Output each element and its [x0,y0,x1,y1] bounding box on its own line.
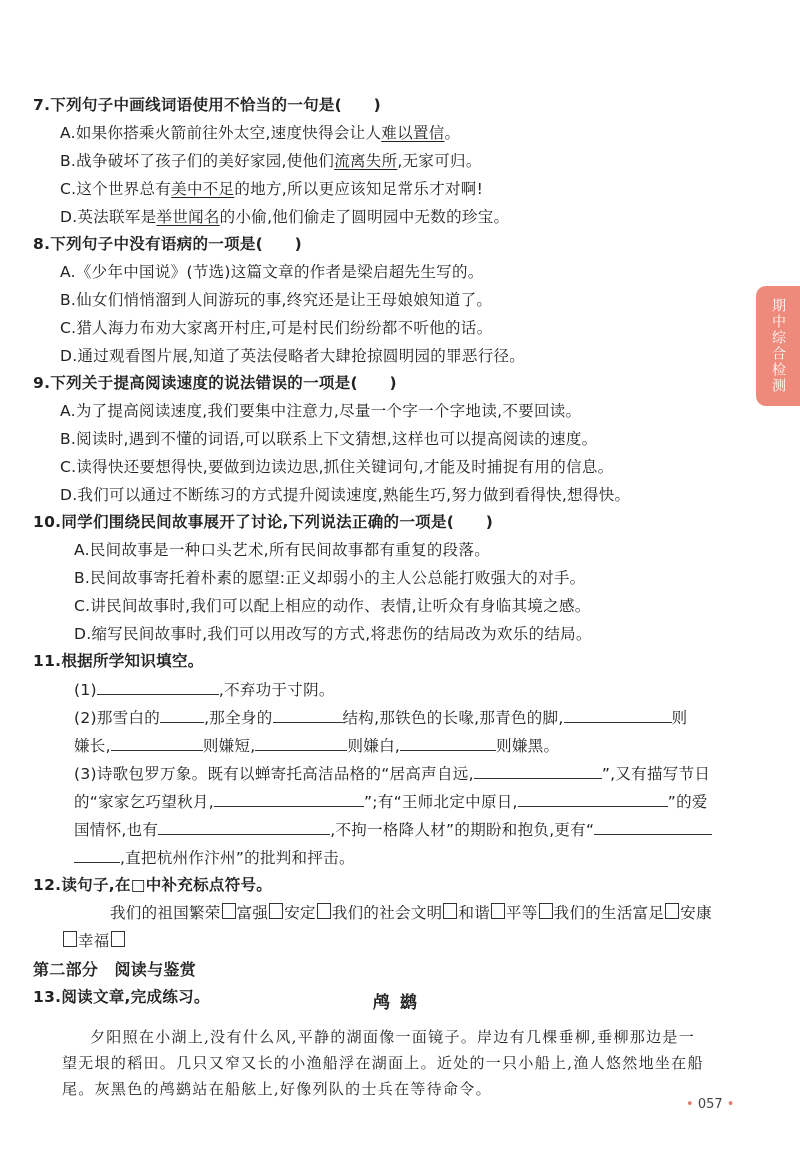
punctuation-box[interactable] [317,903,331,919]
fill-blank[interactable] [273,706,343,723]
fill-blank[interactable] [158,818,330,835]
q10-option-b[interactable]: B.民间故事寄托着朴素的愿望:正义却弱小的主人公总能打败强大的对手。 [74,569,586,587]
q11-part3-line2 [74,790,708,813]
punctuation-box[interactable] [269,903,283,919]
fill-blank[interactable] [255,734,347,751]
q9-option-c[interactable]: C.读得快还要想得快,要做到边读边思,抓住关键词句,才能及时捕捉有用的信息。 [60,458,614,476]
q7-d-underlined: 举世闻名 [156,208,220,226]
q11-part3-line3 [74,818,712,841]
q7-option-a[interactable] [60,122,460,144]
q7-d-post: 的小偷,他们偷走了圆明园中无数的珍宝。 [219,208,510,226]
q12-sentence-line2 [62,930,126,952]
punctuation-box[interactable] [539,903,553,919]
q12-word: 安康 [680,904,712,922]
fill-blank[interactable] [160,706,204,723]
q11-p3-text-a: (3)诗歌包罗万象。既有以蝉寄托高洁品格的“居高声自远, [74,765,474,783]
punctuation-box[interactable] [63,931,77,947]
q11-p2-text-b: ,那全身的 [204,709,273,727]
q12-word: 我们的社会文明 [331,904,443,922]
fill-blank[interactable] [594,818,712,835]
section-side-tab[interactable] [756,286,800,406]
q12-word: 富强 [236,904,269,922]
q7-option-b[interactable] [60,150,482,172]
q7-c-post: 的地方,所以更应该知足常乐才对啊! [234,180,484,198]
fill-blank[interactable] [111,734,203,751]
punctuation-box[interactable] [491,903,505,919]
q8-stem: 8.下列句子中没有语病的一项是( ) [33,235,303,253]
fill-blank[interactable] [518,790,668,807]
q9-option-b[interactable]: B.阅读时,遇到不懂的词语,可以联系上下文猜想,这样也可以提高阅读的速度。 [60,430,598,448]
q13-stem: 13.阅读文章,完成练习。 [33,988,210,1006]
q11-part1 [74,678,335,701]
q11-p3-text-h: ,直把杭州作汴州”的批判和抨击。 [120,849,355,867]
q11-p3-text-f: 国情怀,也有 [74,821,159,839]
q11-part2-line1 [74,706,687,729]
fill-blank[interactable] [74,846,120,863]
page-number-text: 057 [697,1097,723,1112]
q11-p1-label: (1) [74,681,97,699]
q10-option-a[interactable]: A.民间故事是一种口头艺术,所有民间故事都有重复的段落。 [74,541,491,559]
q11-p1-text: ,不弃功于寸阴。 [218,681,335,699]
q11-p2-text-d: 则 [671,709,688,727]
article-title: 鸬鹚 [373,993,427,1013]
q12-word: 我们的生活富足 [553,904,665,922]
q8-option-d[interactable]: D.通过观看图片展,知道了英法侵略者大肆抢掠圆明园的罪恶行径。 [60,347,526,365]
q8-option-c[interactable]: C.猎人海力布劝大家离开村庄,可是村民们纷纷都不听他的话。 [60,319,493,337]
q9-option-d[interactable]: D.我们可以通过不断练习的方式提升阅读速度,熟能生巧,努力做到看得快,想得快。 [60,486,631,504]
article-line-3: 尾。灰黑色的鸬鹚站在船舷上,好像列队的士兵在等待命令。 [62,1080,492,1098]
q11-p3-text-e: ”的爱 [667,793,708,811]
q7-a-post: 。 [444,124,461,142]
fill-blank[interactable] [400,734,496,751]
q11-part3-line1 [74,762,710,785]
punctuation-box[interactable] [111,931,125,947]
q11-stem: 11.根据所学知识填空。 [33,652,204,670]
q7-option-d[interactable] [60,206,509,228]
section-title-part2: 第二部分 阅读与鉴赏 [33,960,197,979]
q11-p3-text-d: ”;有“王师北定中原日, [363,793,518,811]
side-tab-label: 期中综合检测 [770,298,786,394]
q11-p2-text-c: 结构,那铁色的长喙,那青色的脚, [342,709,564,727]
q7-c-pre: C.这个世界总有 [60,180,172,198]
dot-icon: • [686,1097,694,1112]
q7-b-underlined: 流离失所 [334,152,398,170]
q12-word: 和谐 [458,904,491,922]
q11-p2-text-a: (2)那雪白的 [74,709,161,727]
fill-blank[interactable] [474,762,602,779]
q12-word: 安定 [284,904,316,922]
q7-a-pre: A.如果你搭乘火箭前往外太空,速度快得会让人 [60,124,382,142]
q11-p2-text-f: 则嫌短, [202,737,256,755]
fill-blank[interactable] [97,678,219,695]
article-line-2: 望无垠的稻田。几只又窄又长的小渔船浮在湖面上。近处的一只小船上,渔人悠然地坐在船 [62,1054,704,1072]
q11-p3-text-g: ,不拘一格降人材”的期盼和抱负,更有“ [330,821,595,839]
q7-c-underlined: 美中不足 [171,180,235,198]
q10-option-d[interactable]: D.缩写民间故事时,我们可以用改写的方式,将悲伤的结局改为欢乐的结局。 [74,625,592,643]
q9-option-a[interactable]: A.为了提高阅读速度,我们要集中注意力,尽量一个字一个字地读,不要回读。 [60,402,582,420]
q11-part3-line4 [74,846,355,869]
q11-p2-text-g: 则嫌白, [347,737,401,755]
punctuation-box[interactable] [222,903,236,919]
q9-stem: 9.下列关于提高阅读速度的说法错误的一项是( ) [33,374,397,392]
q7-b-post: ,无家可归。 [397,152,482,170]
page-number [686,1097,734,1112]
fill-blank[interactable] [214,790,364,807]
punctuation-box[interactable] [443,903,457,919]
q7-stem: 7.下列句子中画线词语使用不恰当的一句是( ) [33,96,382,114]
q12-word: 幸福 [78,932,110,950]
q11-p2-text-e: 嫌长, [74,737,111,755]
dot-icon: • [726,1097,735,1112]
q7-d-pre: D.英法联军是 [60,208,157,226]
article-line-1: 夕阳照在小湖上,没有什么风,平静的湖面像一面镜子。岸边有几棵垂柳,垂柳那边是一 [90,1028,696,1046]
q11-p3-text-b: ”,又有描写节日 [601,765,711,783]
punctuation-box[interactable] [665,903,679,919]
q8-option-a[interactable]: A.《少年中国说》(节选)这篇文章的作者是梁启超先生写的。 [60,263,484,281]
q11-p3-text-c: 的“家家乞巧望秋月, [74,793,214,811]
q12-word: 平等 [506,904,538,922]
q8-option-b[interactable]: B.仙女们悄悄溜到人间游玩的事,终究还是让王母娘娘知道了。 [60,291,493,309]
q12-word: 我们的祖国繁荣 [110,904,221,922]
q12-sentence-line1 [110,902,712,924]
q7-option-c[interactable] [60,178,483,200]
fill-blank[interactable] [564,706,672,723]
q11-part2-line2 [74,734,559,757]
q10-option-c[interactable]: C.讲民间故事时,我们可以配上相应的动作、表情,让听众有身临其境之感。 [74,597,591,615]
q7-a-underlined: 难以置信 [381,124,445,142]
q12-stem: 12.读句子,在□中补充标点符号。 [33,876,273,894]
q10-stem: 10.同学们围绕民间故事展开了讨论,下列说法正确的一项是( ) [33,513,494,531]
q7-b-pre: B.战争破坏了孩子们的美好家园,使他们 [60,152,335,170]
q11-p2-text-h: 则嫌黑。 [496,737,560,755]
